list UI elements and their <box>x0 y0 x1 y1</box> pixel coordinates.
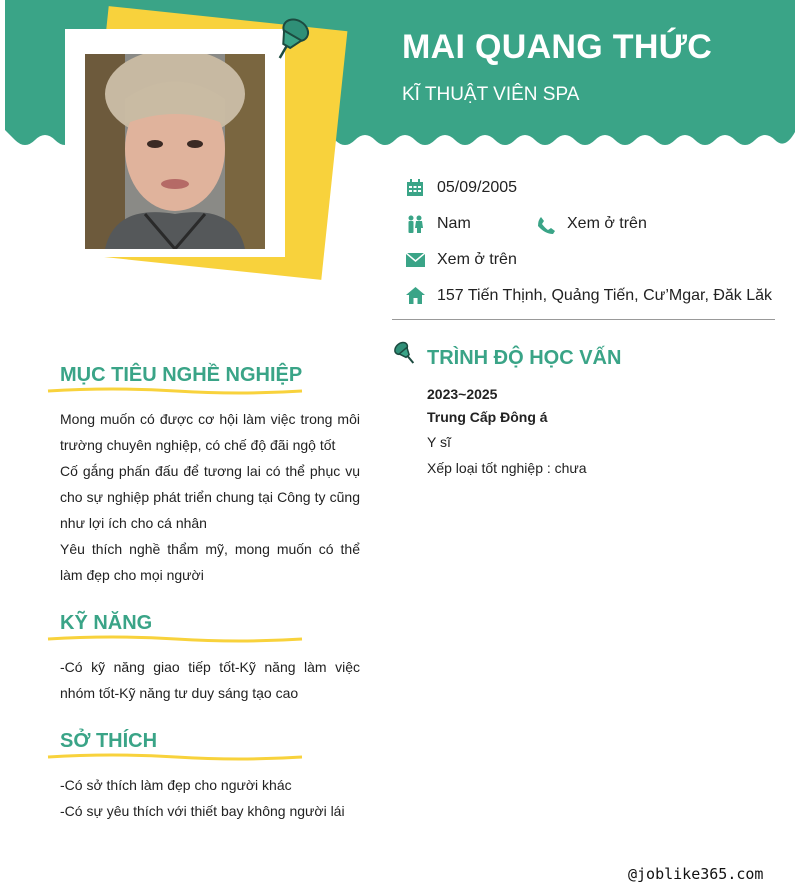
profile-photo-block <box>40 8 330 278</box>
objective-title: MỤC TIÊU NGHỀ NGHIỆP <box>60 364 303 386</box>
email: Xem ở trên <box>437 251 517 268</box>
profile-photo <box>85 54 265 249</box>
gender: Nam <box>437 215 471 232</box>
education-major: Y sĩ <box>427 434 451 450</box>
education-grade: Xếp loại tốt nghiệp : chưa <box>427 460 587 476</box>
candidate-name: MAI QUANG THỨC <box>402 28 713 66</box>
pushpin-icon <box>267 16 311 62</box>
address: 157 Tiến Thịnh, Quảng Tiến, Cư’Mgar, Đăk Lăk <box>437 287 773 304</box>
watermark: @joblike365.com <box>628 865 764 883</box>
objective-line: Yêu thích nghề thẩm mỹ, mong muốn có thể làm đẹp cho mọi người <box>60 541 360 583</box>
education-period: 2023~2025 <box>427 386 498 402</box>
hobby-line: -Có sở thích làm đẹp cho người khác <box>60 777 292 793</box>
skills-title: KỸ NĂNG <box>60 612 153 634</box>
education-school: Trung Cấp Đông á <box>427 409 548 425</box>
home-icon <box>406 287 425 304</box>
phone: Xem ở trên <box>567 215 647 232</box>
job-title: KĨ THUẬT VIÊN SPA <box>402 84 580 105</box>
calendar-icon <box>406 179 424 197</box>
skills-text <box>60 654 360 706</box>
objective-text <box>60 406 360 588</box>
birthday: 05/09/2005 <box>437 179 518 196</box>
section-divider <box>392 319 775 320</box>
objective-line: Cố gắng phấn đấu để tương lai có thể phục vụ cho sự nghiệp phát triển chung tại Công ty cũng như lợi ích cho cá nhân <box>60 463 360 531</box>
skills-line: -Có kỹ năng giao tiếp tốt-Kỹ năng làm việc nhóm tốt-Kỹ năng tư duy sáng tạo cao <box>60 659 360 701</box>
hobby-line: -Có sự yêu thích với thiết bay không người lái <box>60 803 345 819</box>
gender-icon <box>406 215 424 233</box>
pushpin-icon <box>392 340 418 368</box>
objective-underline <box>46 386 304 396</box>
hobbies-underline <box>46 752 304 762</box>
skills-underline <box>46 634 304 644</box>
hobbies-text <box>60 772 360 824</box>
phone-icon <box>537 216 556 235</box>
hobbies-title: SỞ THÍCH <box>60 730 158 752</box>
education-title: TRÌNH ĐỘ HỌC VẤN <box>427 347 622 369</box>
email-icon <box>406 253 425 267</box>
objective-line: Mong muốn có được cơ hội làm việc trong môi trường chuyên nghiệp, có chế độ đãi ngộ tốt <box>60 411 360 453</box>
